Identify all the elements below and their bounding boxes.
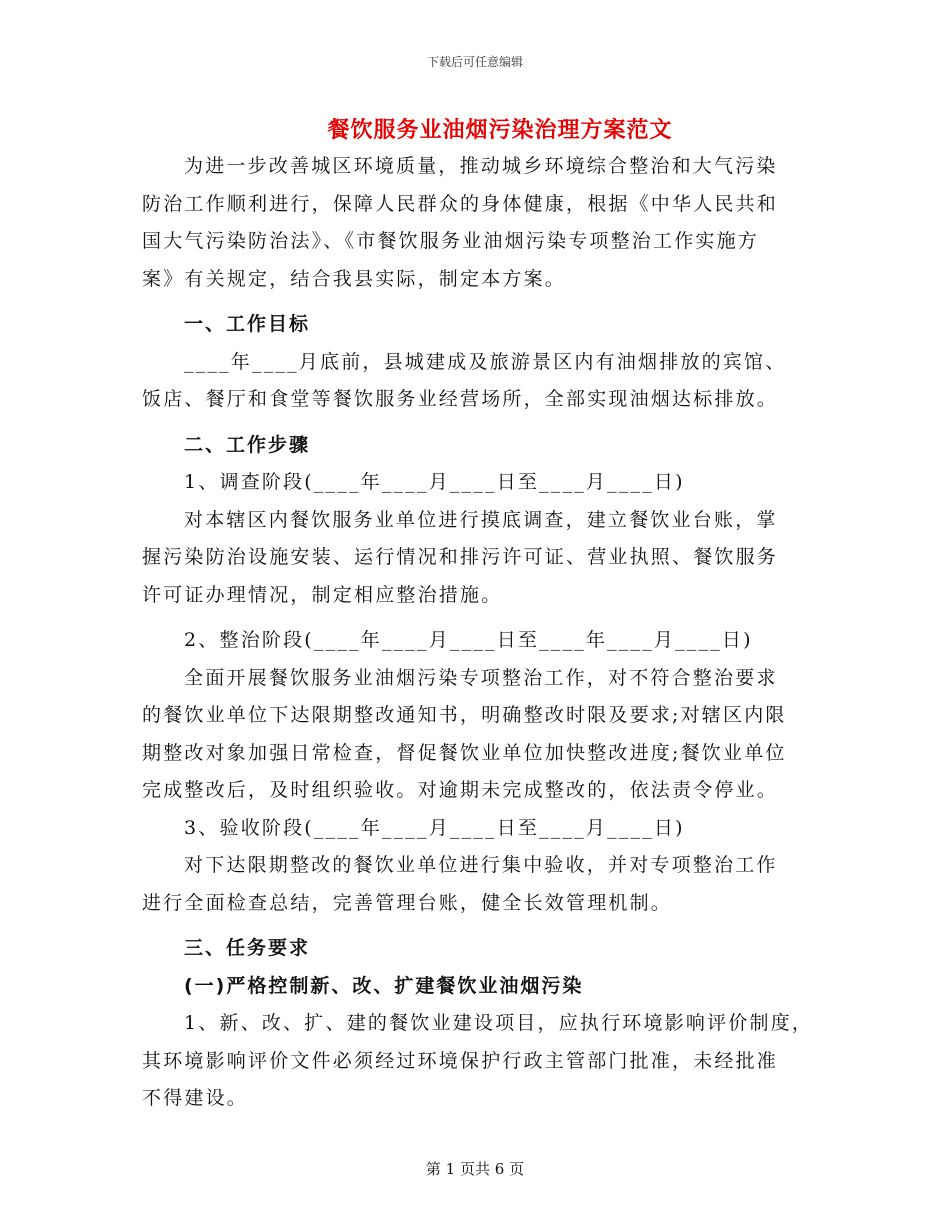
- document-title: 餐饮服务业油烟污染治理方案范文: [327, 118, 673, 143]
- paragraph-line: 其环境影响评价文件必须经过环境保护行政主管部门批准，未经批准: [142, 1049, 779, 1072]
- paragraph-line: 1、新、改、扩、建的餐饮业建设项目，应执行环境影响评价制度，: [184, 1012, 814, 1034]
- paragraph-line: 完成整改后，及时组织验收。对逾期未完成整改的，依法责令停业。: [142, 779, 779, 801]
- section-heading-requirements: 三、任务要求: [184, 937, 311, 959]
- paragraph-line: 期整改对象加强日常检查，督促餐饮业单位加快整改进度;餐饮业单位: [142, 741, 787, 764]
- paragraph-line: 对下达限期整改的餐饮业单位进行集中验收，并对专项整治工作: [184, 854, 778, 876]
- document-body: [142, 148, 822, 1118]
- paragraph-line: 进行全面检查总结，完善管理台账，健全长效管理机制。: [142, 891, 673, 914]
- paragraph-line: ____年____月底前，县城建成及旅游景区内有油烟排放的宾馆、: [184, 350, 787, 373]
- paragraph-line: 为进一步改善城区环境质量，推动城乡环境综合整治和大气污染: [184, 155, 778, 177]
- paragraph-line: 对本辖区内餐饮服务业单位进行摸底调查，建立餐饮业台账，掌: [184, 508, 778, 531]
- paragraph-line: 握污染防治设施安装、运行情况和排污许可证、营业执照、餐饮服务: [142, 546, 779, 568]
- step-survey-title: 1、调查阶段(____年____月____日至____月____日): [184, 471, 685, 493]
- header-note: 下载后可任意编辑: [426, 55, 523, 69]
- page-footer: 第 1 页共 6 页: [425, 1160, 525, 1178]
- paragraph-line: 国大气污染防治法》、《市餐饮服务业油烟污染专项整治工作实施方: [142, 230, 760, 252]
- paragraph-line: 防治工作顺利进行，保障人民群众的身体健康，根据《中华人民共和: [142, 192, 779, 215]
- section-heading-steps: 二、工作步骤: [184, 433, 311, 456]
- paragraph-line: 的餐饮业单位下达限期整改通知书，明确整改时限及要求;对辖区内限: [142, 704, 787, 726]
- paragraph-line: 饭店、餐厅和食堂等餐饮服务业经营场所，全部实现油烟达标排放。: [142, 388, 779, 410]
- paragraph-line: 全面开展餐饮服务业油烟污染专项整治工作，对不符合整治要求: [184, 666, 778, 689]
- subsection-heading: (一)严格控制新、改、扩建餐饮业油烟污染: [184, 974, 584, 997]
- step-rectify-title: 2、整治阶段(____年____月____日至____年____月____日): [184, 629, 753, 651]
- section-heading-goals: 一、工作目标: [184, 313, 311, 335]
- paragraph-line: 不得建设。: [142, 1087, 249, 1109]
- step-acceptance-title: 3、验收阶段(____年____月____日至____月____日): [184, 816, 685, 839]
- paragraph-line: 案》有关规定，结合我县实际，制定本方案。: [142, 267, 567, 290]
- paragraph-line: 许可证办理情况，制定相应整治措施。: [142, 583, 503, 606]
